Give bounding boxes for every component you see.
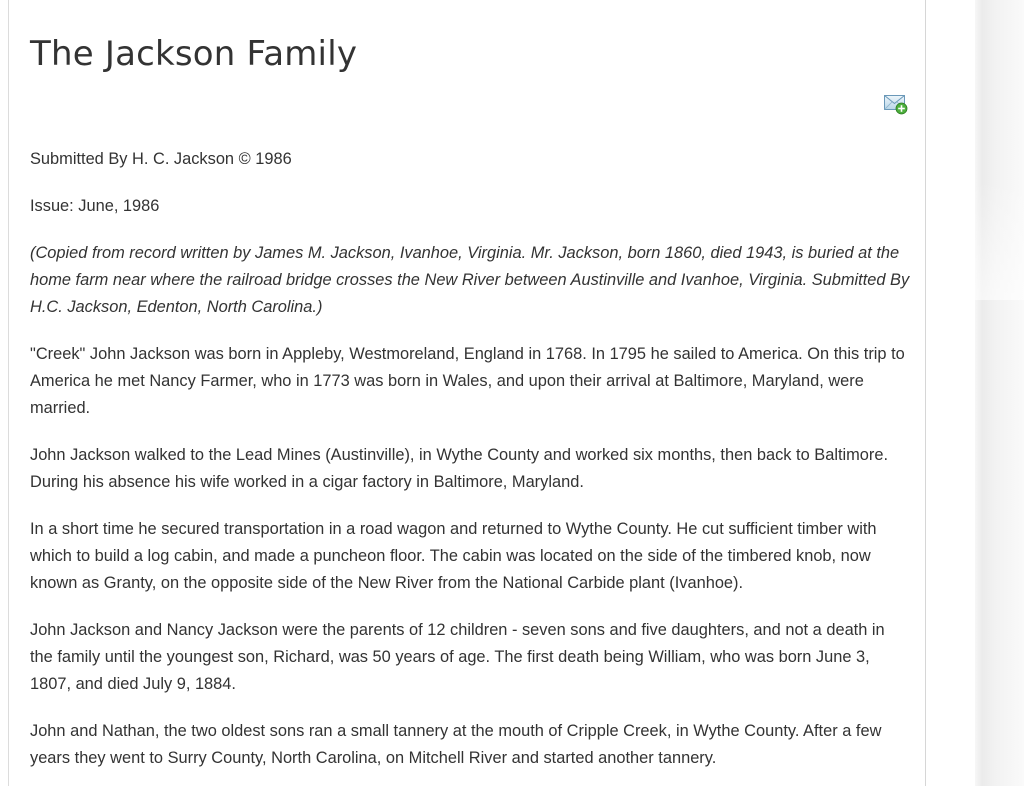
paragraph: John Jackson walked to the Lead Mines (Austinville), in Wythe County and worked six months, then back to Baltimore. During his absence his wife worked in a cigar factory in Baltimore, Maryland. — [30, 446, 889, 491]
article-body — [30, 146, 910, 786]
submitted-by: Submitted By H. C. Jackson © 1986 — [30, 150, 292, 168]
page-title: The Jackson Family — [30, 34, 358, 74]
paragraph: In a short time he secured transportation in a road wagon and returned to Wythe County. He cut sufficient timber with which to build a log cabin, and made a puncheon floor. The cabin was located on the side of the timbered knob, now known as Granty, on the opposite side of the New River from the National Carbide plant (Ivanhoe). — [30, 520, 877, 592]
paragraph: John Jackson and Nancy Jackson were the parents of 12 children - seven sons and five daughters, and not a death in the family until the youngest son, Richard, was 50 years of age. The first death being William, who was born June 3, 1807, and died July 9, 1884. — [30, 621, 885, 693]
source-note: (Copied from record written by James M. Jackson, Ivanhoe, Virginia. Mr. Jackson, born 1860, died 1943, is buried at the home farm near where the railroad bridge crosses the New River between Austinville and Ivanhoe, Virginia. Submitted By H.C. Jackson, Edenton, North Carolina.) — [30, 244, 910, 316]
email-add-icon[interactable] — [884, 93, 908, 115]
paragraph: "Creek" John Jackson was born in Appleby, Westmoreland, England in 1768. In 1795 he sailed to America. On this trip to America he met Nancy Farmer, who in 1773 was born in Wales, and upon their arrival at Baltimore, Maryland, were married. — [30, 345, 905, 417]
right-panel-shadow — [975, 0, 1024, 786]
paragraph: John and Nathan, the two oldest sons ran a small tannery at the mouth of Cripple Creek, in Wythe County. After a few years they went to Surry County, North Carolina, on Mitchell River and started another tannery. — [30, 722, 882, 767]
issue-date: Issue: June, 1986 — [30, 197, 160, 215]
